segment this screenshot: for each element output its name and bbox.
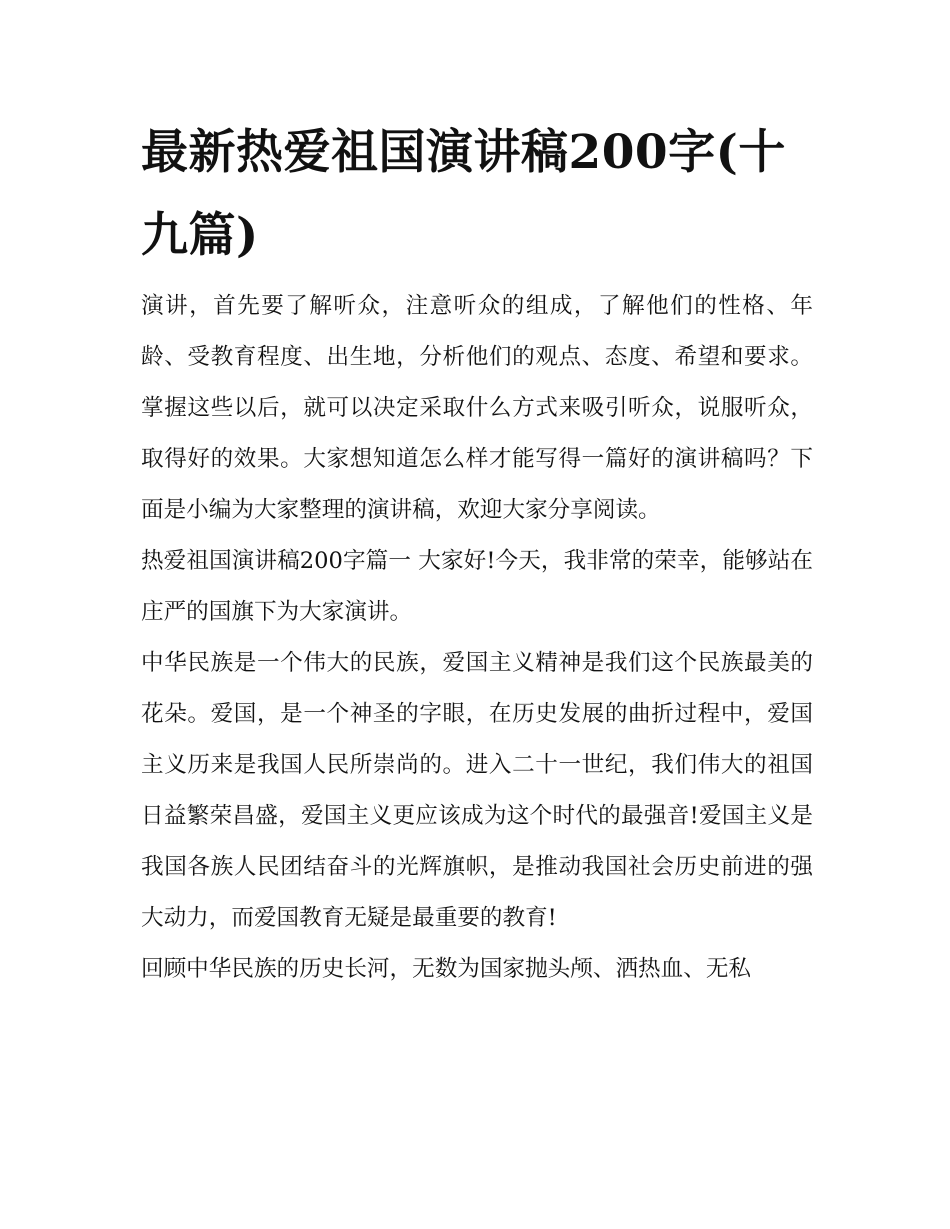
paragraph-history: 回顾中华民族的历史长河，无数为国家抛头颅、洒热血、无私 <box>141 956 752 983</box>
document-title: 最新热爱祖国演讲稿200字(十九篇) <box>141 125 786 263</box>
document-page <box>141 112 813 995</box>
paragraph-patriotism: 中华民族是一个伟大的民族，爱国主义精神是我们这个民族最美的花朵。爱国，是一个神圣的字眼，在历史发展的曲折过程中，爱国主义历来是我国人民所崇尚的。进入二十一世纪，我们伟大的祖国日益繁荣昌盛，爱国主义更应该成为这个时代的最强音!爱国主义是我国各族人民团结奋斗的光辉旗帜，是推动我国社会历史前进的强大动力，而爱国教育无疑是最重要的教育! <box>141 650 813 932</box>
paragraph-speech-one-opening: 热爱祖国演讲稿200字篇一 大家好!今天，我非常的荣幸，能够站在庄严的国旗下为大家演讲。 <box>141 548 813 626</box>
paragraph-intro: 演讲，首先要了解听众，注意听众的组成，了解他们的性格、年龄、受教育程度、出生地，分析他们的观点、态度、希望和要求。掌握这些以后，就可以决定采取什么方式来吸引听众，说服听众，取得好的效果。大家想知道怎么样才能写得一篇好的演讲稿吗？下面是小编为大家整理的演讲稿，欢迎大家分享阅读。 <box>141 293 813 524</box>
